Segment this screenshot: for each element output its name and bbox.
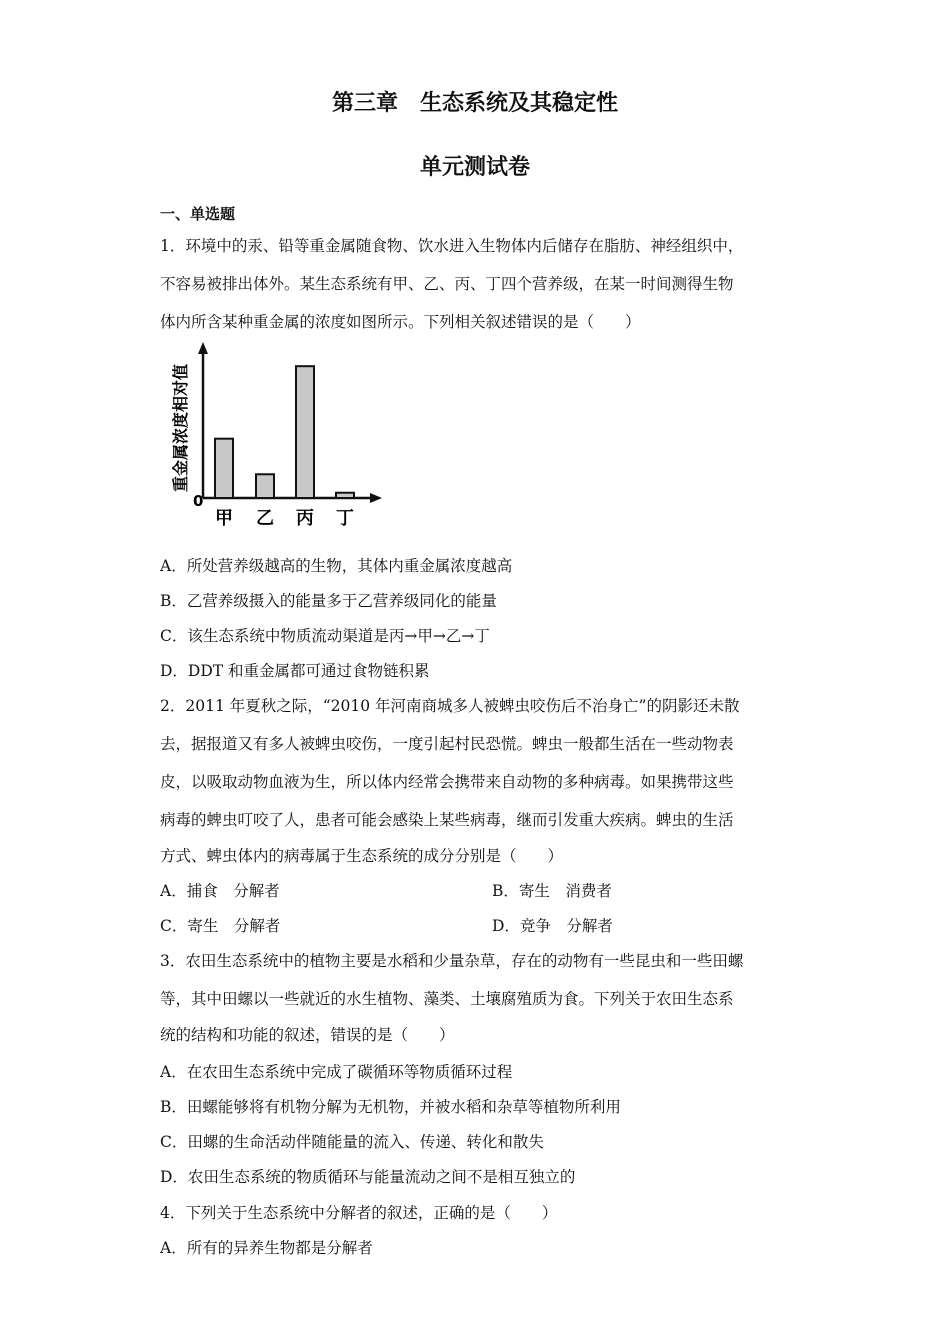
chapter-title: 第三章 生态系统及其稳定性	[331, 91, 618, 116]
q4-option-a: A．所有的异养生物都是分解者	[160, 1239, 373, 1257]
q3-option-d: D．农田生态系统的物质循环与能量流动之间不是相互独立的	[160, 1168, 576, 1186]
q3-stem-line-1: 3．农田生态系统中的植物主要是水稻和少量杂草，存在的动物有一些昆虫和一些田螺	[160, 952, 744, 970]
q2-stem-line-2: 去，据报道又有多人被蜱虫咬伤，一度引起村民恐慌。蜱虫一般都生活在一些动物表	[160, 735, 734, 753]
q1-stem-line-1: 1．环境中的汞、铅等重金属随食物、饮水进入生物体内后储存在脂肪、神经组织中，	[160, 237, 744, 255]
q2-stem-line-1: 2．2011 年夏秋之际，“2010 年河南商城多人被蜱虫咬伤后不治身亡”的阴影还未散	[160, 697, 740, 715]
section-heading: 一、单选题	[160, 205, 236, 223]
q1-stem-line-2: 不容易被排出体外。某生态系统有甲、乙、丙、丁四个营养级，在某一时间测得生物	[160, 275, 734, 293]
q3-option-a: A．在农田生态系统中完成了碳循环等物质循环过程	[160, 1063, 513, 1081]
bar-2	[256, 474, 274, 498]
q1-option-d: D．DDT 和重金属都可通过食物链积累	[160, 662, 430, 680]
q2-option-a: A．捕食 分解者	[160, 882, 280, 900]
x-tick-label-2: 乙	[256, 508, 274, 529]
x-tick-label-1: 甲	[215, 508, 233, 529]
x-tick-label-3: 丙	[296, 508, 314, 529]
q2-option-b: B．寄生 消费者	[492, 882, 612, 900]
bar-3	[296, 366, 314, 498]
chart-origin-label: 0	[193, 492, 204, 510]
q3-option-b: B．田螺能够将有机物分解为无机物，并被水稻和杂草等植物所利用	[160, 1098, 621, 1116]
heavy-metal-bar-chart	[160, 340, 390, 535]
bar-1	[215, 439, 233, 498]
page-subtitle: 单元测试卷	[419, 155, 530, 180]
q2-option-d: D．竞争 分解者	[492, 917, 613, 935]
q2-stem-line-4: 病毒的蜱虫叮咬了人，患者可能会感染上某些病毒，继而引发重大疾病。蜱虫的生活	[160, 811, 734, 829]
q3-option-c: C．田螺的生命活动伴随能量的流入、传递、转化和散失	[160, 1133, 544, 1151]
q2-option-c: C．寄生 分解者	[160, 917, 281, 935]
bar-4	[336, 493, 354, 498]
q1-option-b: B．乙营养级摄入的能量多于乙营养级同化的能量	[160, 592, 497, 610]
q3-stem-line-3: 统的结构和功能的叙述，错误的是（ ）	[160, 1026, 455, 1044]
x-tick-label-4: 丁	[336, 508, 354, 529]
q1-stem-line-3: 体内所含某种重金属的浓度如图所示。下列相关叙述错误的是（ ）	[160, 313, 641, 331]
q2-stem-line-5: 方式、蜱虫体内的病毒属于生态系统的成分分别是（ ）	[160, 847, 564, 865]
q4-stem-line-1: 4．下列关于生态系统中分解者的叙述，正确的是（ ）	[160, 1204, 558, 1222]
q2-stem-line-3: 皮，以吸取动物血液为生，所以体内经常会携带来自动物的多种病毒。如果携带这些	[160, 773, 734, 791]
q1-option-c: C．该生态系统中物质流动渠道是丙→甲→乙→丁	[160, 627, 490, 645]
chart-y-axis-label: 重金属浓度相对值	[171, 363, 190, 493]
chart-x-axis-arrow	[370, 493, 382, 503]
q3-stem-line-2: 等，其中田螺以一些就近的水生植物、藻类、土壤腐殖质为食。下列关于农田生态系	[160, 990, 734, 1008]
chart-y-axis-arrow	[198, 342, 208, 354]
q1-option-a: A．所处营养级越高的生物，其体内重金属浓度越高	[160, 557, 513, 575]
